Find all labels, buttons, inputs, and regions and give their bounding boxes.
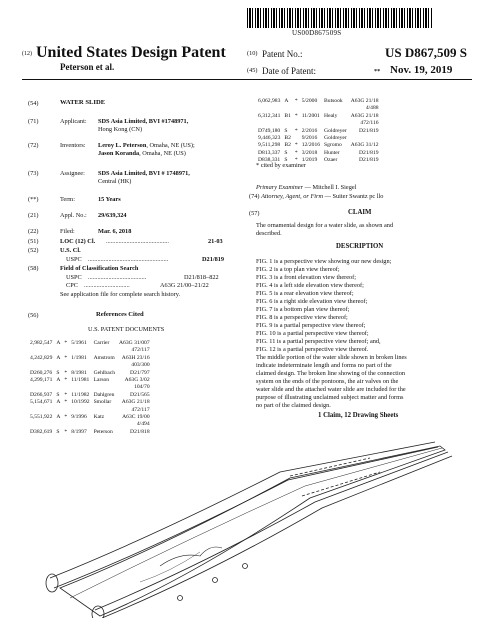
applicant-code: (71) bbox=[28, 118, 39, 125]
reference-s bbox=[293, 135, 300, 142]
reference-num: D382,619 bbox=[30, 428, 53, 435]
reference-num: D749,180 bbox=[258, 127, 281, 134]
reference-name: Ozaer bbox=[324, 157, 338, 164]
inventors-short: Peterson et al. bbox=[60, 62, 115, 72]
figure-description: FIG. 8 is a perspective view thereof; bbox=[256, 314, 348, 321]
reference-cls: A63H 23/16 bbox=[121, 354, 150, 361]
loc-class: 21-03 bbox=[208, 238, 223, 245]
field-uspc-range: D21/818–822 bbox=[184, 274, 219, 281]
reference-name: Healy bbox=[324, 112, 338, 119]
reference-s: * bbox=[64, 391, 68, 398]
patent-no-label: Patent No.: bbox=[262, 49, 303, 59]
figure-description: FIG. 11 is a partial perspective view thereof; and, bbox=[256, 338, 381, 345]
inventors-label: Inventors: bbox=[60, 142, 86, 149]
claims-summary: 1 Claim, 12 Drawing Sheets bbox=[318, 412, 399, 419]
appl-code: (21) bbox=[28, 212, 39, 219]
reference-subclass: 403/300 bbox=[131, 362, 150, 369]
reference-date: 11/1982 bbox=[71, 391, 90, 398]
filed-label: Filed: bbox=[60, 228, 75, 235]
reference-row bbox=[28, 355, 152, 362]
figure-description: FIG. 2 is a top plan view thereof; bbox=[256, 266, 340, 273]
field-cpc-label: CPC bbox=[66, 282, 78, 289]
field-note: See application file for complete search history. bbox=[60, 291, 181, 298]
reference-subclass-row bbox=[28, 407, 152, 414]
reference-date: 8/1997 bbox=[71, 428, 87, 435]
cited-note: * cited by examiner bbox=[256, 162, 306, 169]
loc-leader: ........................................ bbox=[106, 238, 169, 245]
reference-name: Amstrom bbox=[93, 354, 115, 361]
reference-date: 10/1992 bbox=[71, 399, 90, 406]
reference-num: D266,937 bbox=[30, 391, 53, 398]
inventor-2-location: , Omaha, NE (US) bbox=[139, 150, 186, 157]
date-mark: ** bbox=[374, 68, 381, 75]
reference-date: 5/2000 bbox=[301, 98, 318, 104]
reference-name: Goldreyer bbox=[324, 135, 347, 142]
examiner-label: Primary Examiner bbox=[256, 184, 304, 191]
description-line: water slide and the attached water slide are included for the bbox=[256, 386, 406, 393]
attorney-line bbox=[249, 193, 383, 201]
assignee-label: Assignee: bbox=[60, 170, 85, 177]
reference-subclass: 4/488 bbox=[365, 105, 379, 112]
claim-text-line-1: The ornamental design for a water slide, as shown and bbox=[256, 222, 394, 229]
uspc-leader: ................................................... bbox=[88, 256, 169, 263]
figure-description: FIG. 12 is a partial perspective view thereof. bbox=[256, 346, 369, 353]
examiner-name: — Mitchell I. Siegel bbox=[303, 184, 357, 191]
reference-s: * bbox=[294, 157, 298, 164]
description-line: indicate indeterminate length and forms no part of the bbox=[256, 362, 392, 369]
inventor-1-location: , Omaha, NE (US); bbox=[146, 142, 195, 149]
reference-cls: D21/819 bbox=[358, 157, 379, 164]
reference-s: * bbox=[64, 354, 68, 361]
reference-s: * bbox=[294, 127, 298, 134]
reference-s: * bbox=[64, 340, 68, 346]
refs-code: (56) bbox=[28, 312, 39, 319]
reference-num: 4,299,171 bbox=[30, 377, 53, 384]
reference-cls: D21/819 bbox=[358, 149, 379, 156]
description-paragraph bbox=[256, 354, 407, 410]
reference-k: A bbox=[56, 377, 61, 384]
reference-name: Smollar bbox=[93, 399, 112, 406]
description-line: no part of the claimed design. bbox=[256, 402, 331, 409]
figure-list bbox=[256, 258, 391, 354]
barcode bbox=[247, 8, 433, 28]
appl-number: 29/639,324 bbox=[98, 212, 127, 219]
appl-label: Appl. No.: bbox=[60, 212, 87, 219]
uspc-label: USPC bbox=[66, 256, 82, 263]
reference-row bbox=[28, 399, 152, 406]
reference-row bbox=[28, 429, 152, 436]
reference-k: B1 bbox=[284, 112, 291, 119]
uspc-class: D21/819 bbox=[202, 256, 225, 263]
inventor-2-name: Jason Koranda bbox=[98, 150, 140, 157]
design-title: WATER SLIDE bbox=[60, 99, 106, 106]
reference-num: 5,551,922 bbox=[30, 414, 53, 421]
description-line: claimed design. The broken line showing of the connection bbox=[256, 370, 406, 377]
reference-k: A bbox=[56, 340, 61, 346]
reference-cls: D21/818 bbox=[130, 428, 150, 435]
date-code: (45) bbox=[247, 67, 258, 74]
reference-name: Carrier bbox=[93, 340, 110, 346]
left-pontoon bbox=[50, 442, 435, 578]
reference-s: * bbox=[294, 112, 298, 119]
reference-subclass-row bbox=[256, 120, 381, 127]
field-uspc-label: USPC bbox=[66, 274, 82, 281]
reference-name: Sgromo bbox=[324, 142, 342, 149]
inventor-1-name: Leroy L. Peterson bbox=[98, 142, 147, 149]
filed-code: (22) bbox=[28, 228, 39, 235]
reference-name: Butsook bbox=[324, 98, 343, 104]
loc-code: (51) bbox=[28, 238, 39, 245]
figure-description: FIG. 1 is a perspective view showing our new design; bbox=[256, 258, 392, 265]
attorney-label: Attorney, Agent, or Firm bbox=[261, 193, 324, 200]
reference-s: * bbox=[64, 414, 68, 421]
reference-name: Peterson bbox=[93, 428, 113, 435]
reference-k: S bbox=[284, 149, 288, 156]
reference-date: 3/2018 bbox=[301, 149, 318, 156]
reference-cls: D21/797 bbox=[130, 369, 150, 376]
applicant-location: Hong Kong (CN) bbox=[98, 126, 143, 133]
reference-row bbox=[28, 392, 152, 399]
assignee-name: SDS Asia Limited, BVI # 1748971, bbox=[98, 170, 190, 177]
uscl-code: (52) bbox=[28, 247, 39, 254]
field-label: Field of Classification Search bbox=[60, 265, 139, 272]
us-docs-heading: U.S. PATENT DOCUMENTS bbox=[88, 326, 165, 333]
figure-description: FIG. 6 is a right side elevation view thereof; bbox=[256, 298, 368, 305]
reference-date: 1/1981 bbox=[71, 354, 87, 361]
reference-k: A bbox=[56, 414, 61, 421]
figure-description: FIG. 5 is a rear elevation view thereof; bbox=[256, 290, 354, 297]
reference-row bbox=[28, 340, 152, 347]
reference-subclass-row bbox=[256, 105, 381, 112]
reference-num: D838,331 bbox=[258, 157, 281, 164]
reference-row bbox=[256, 150, 381, 157]
applicant-label: Applicant: bbox=[60, 118, 87, 125]
reference-subclass: 104/70 bbox=[134, 384, 150, 391]
term-code: (**) bbox=[28, 196, 39, 203]
reference-k: B2 bbox=[284, 142, 291, 149]
reference-num: 2,982,547 bbox=[30, 340, 53, 346]
primary-examiner bbox=[256, 184, 356, 192]
reference-subclass-row bbox=[28, 384, 152, 391]
reference-k: S bbox=[56, 369, 60, 376]
reference-name: Dahlgren bbox=[93, 391, 115, 398]
inventors-code: (72) bbox=[28, 142, 39, 149]
reference-date: 2/2016 bbox=[301, 127, 318, 134]
refs-heading: References Cited bbox=[96, 311, 144, 318]
reference-date: 5/1961 bbox=[71, 340, 87, 346]
reference-num: 4,242,829 bbox=[30, 354, 53, 361]
applicant-name: SDS Asia Limited, BVI #1748971, bbox=[98, 118, 189, 125]
figure-description: FIG. 3 is a front elevation view thereof; bbox=[256, 274, 357, 281]
attorney-code: (74) bbox=[249, 193, 260, 200]
term-label: Term: bbox=[60, 196, 75, 203]
claim-text-line-2: described. bbox=[256, 230, 282, 237]
air-valve-icon bbox=[243, 564, 248, 569]
reference-row bbox=[28, 377, 152, 384]
patent-no-code: (10) bbox=[247, 50, 258, 57]
reference-subclass-row bbox=[28, 421, 152, 428]
reference-cls: D21/565 bbox=[130, 391, 150, 398]
reference-k: B2 bbox=[284, 135, 291, 142]
reference-s: * bbox=[64, 377, 68, 384]
reference-row bbox=[28, 414, 152, 421]
reference-cls: A63G 21/18 bbox=[350, 112, 379, 119]
patent-type-title: United States Design Patent bbox=[36, 44, 226, 61]
title-code: (54) bbox=[28, 100, 39, 107]
slide-surface bbox=[60, 446, 445, 616]
reference-row bbox=[256, 142, 381, 149]
reference-date: 11/2001 bbox=[301, 112, 320, 119]
reference-subclass: 472/117 bbox=[131, 406, 150, 413]
reference-num: 9,511,298 bbox=[258, 142, 281, 149]
loc-label: LOC (12) Cl. bbox=[60, 238, 96, 245]
description-line: The middle portion of the water slide shown in broken lines bbox=[256, 354, 407, 361]
reference-name: Hunter bbox=[324, 149, 340, 156]
date-label: Date of Patent: bbox=[262, 66, 316, 76]
reference-num: 6,312,341 bbox=[258, 112, 281, 119]
reference-row bbox=[256, 113, 381, 120]
reference-cls: A63C 19/00 bbox=[122, 414, 150, 421]
uscl-label: U.S. Cl. bbox=[60, 247, 81, 254]
references-left bbox=[28, 340, 152, 436]
reference-date: 8/1981 bbox=[71, 369, 87, 376]
field-cpc-range: A63G 21/00–21/22 bbox=[160, 282, 209, 289]
reference-cls: A63G 21/18 bbox=[121, 399, 150, 406]
reference-cls: A63G 21/18 bbox=[350, 98, 379, 104]
air-valve-icon bbox=[178, 596, 183, 601]
figure-description: FIG. 4 is a left side elevation view thereof; bbox=[256, 282, 364, 289]
reference-row bbox=[256, 128, 381, 135]
reference-subclass: 472/116 bbox=[360, 120, 379, 127]
attorney-name: — Suiter Swantz pc llo bbox=[323, 193, 384, 200]
water-slide-drawing bbox=[40, 438, 460, 618]
reference-s: * bbox=[294, 98, 298, 104]
reference-s: * bbox=[294, 142, 298, 149]
reference-subclass: 4/494 bbox=[136, 421, 150, 428]
reference-name: Gehlbach bbox=[93, 369, 115, 376]
reference-cls: A63G 31/12 bbox=[350, 142, 379, 149]
assignee-location: Central (HK) bbox=[98, 178, 132, 185]
reference-num: 9,446,323 bbox=[258, 135, 281, 142]
reference-cls bbox=[349, 135, 381, 142]
reference-s: * bbox=[64, 428, 68, 435]
reference-k: S bbox=[56, 428, 60, 435]
inventor-1 bbox=[98, 142, 195, 150]
reference-row bbox=[256, 98, 381, 105]
claim-code: (57) bbox=[249, 210, 260, 217]
reference-date: 1/2019 bbox=[301, 157, 318, 164]
reference-k: A bbox=[56, 399, 61, 406]
term-value: 15 Years bbox=[98, 196, 121, 203]
reference-k: S bbox=[284, 127, 288, 134]
reference-name: Katz bbox=[93, 414, 105, 421]
reference-s: * bbox=[294, 149, 298, 156]
patent-date: Nov. 19, 2019 bbox=[390, 64, 453, 76]
reference-k: A bbox=[284, 98, 289, 104]
reference-name: Goldreyer bbox=[324, 127, 347, 134]
reference-k: A bbox=[56, 354, 61, 361]
doc-code: (12) bbox=[22, 51, 32, 57]
reference-date: 9/2016 bbox=[301, 135, 318, 142]
reference-num: D260,276 bbox=[30, 369, 53, 376]
reference-k: S bbox=[284, 157, 288, 164]
reference-row bbox=[256, 135, 381, 142]
reference-name: Larson bbox=[93, 377, 110, 384]
left-pontoon-end bbox=[46, 574, 58, 592]
right-pontoon bbox=[95, 452, 448, 610]
barcode-number: US00D867509S bbox=[292, 29, 342, 37]
field-uspc-leader: ..................................... bbox=[88, 274, 147, 281]
figure-description: FIG. 7 is a bottom plan view thereof; bbox=[256, 306, 350, 313]
air-valve-icon bbox=[213, 578, 218, 583]
reference-subclass-row bbox=[28, 347, 152, 354]
filed-date: Mar. 6, 2018 bbox=[98, 228, 132, 235]
reference-subclass-row bbox=[28, 362, 152, 369]
inventor-2 bbox=[98, 150, 186, 158]
reference-date: 11/1981 bbox=[71, 377, 90, 384]
description-line: system on the ends of the pontoons, the air valves on the bbox=[256, 378, 399, 385]
field-code: (58) bbox=[28, 265, 39, 272]
field-cpc-leader: ............................. bbox=[84, 282, 130, 289]
reference-cls: A63G 31/007 bbox=[119, 340, 150, 346]
reference-s: * bbox=[64, 369, 68, 376]
figure-description: FIG. 10 is a partial perspective view thereof; bbox=[256, 330, 369, 337]
reference-date: 12/2016 bbox=[301, 142, 321, 149]
reference-s: * bbox=[64, 399, 68, 406]
patent-number: US D867,509 S bbox=[385, 45, 467, 60]
reference-subclass: 472/117 bbox=[131, 347, 150, 354]
reference-cls: A63G 3/02 bbox=[124, 377, 150, 384]
references-right bbox=[256, 98, 381, 165]
description-heading: DESCRIPTION bbox=[336, 243, 384, 250]
reference-row bbox=[28, 370, 152, 377]
reference-num: 6,062,983 bbox=[258, 98, 281, 104]
claim-heading: CLAIM bbox=[348, 209, 372, 216]
header-rule bbox=[22, 79, 472, 80]
reference-num: 5,154,671 bbox=[30, 399, 53, 406]
description-line: purpose of illustrating unclaimed subject matter and forms bbox=[256, 394, 404, 401]
figure-description: FIG. 9 is a partial perspective view thereof; bbox=[256, 322, 366, 329]
assignee-code: (73) bbox=[28, 170, 39, 177]
reference-k: S bbox=[56, 391, 60, 398]
reference-num: D813,337 bbox=[258, 149, 281, 156]
reference-date: 9/1996 bbox=[71, 414, 87, 421]
reference-cls: D21/819 bbox=[358, 127, 379, 134]
